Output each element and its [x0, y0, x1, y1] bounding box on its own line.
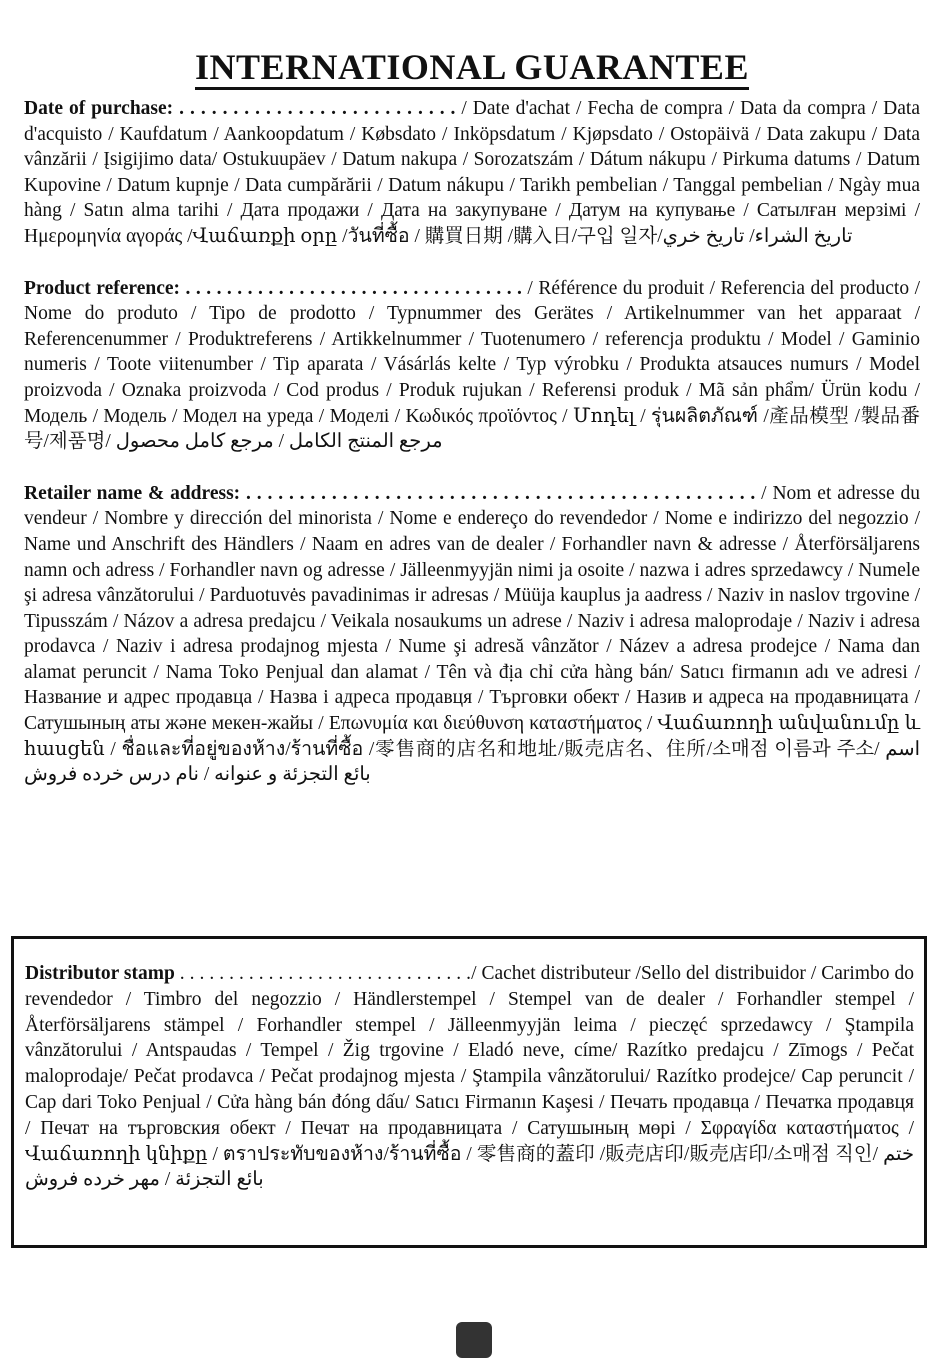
product-reference-translations: / Référence du produit / Referencia del producto / Nome do produto / Tipo de prodotto / Typnummer des Gerätes / Artikelnummer van het apparaat / Referencenummer / Produktreferens / Artikkelnummer / Tuotenumero / referencja produktu / Model / Gaminio numeris / Toote viitenumber / Tip aparata / Vásárlás kelte / Typ výrobku / Produkta atsauces numurs / Model proizvoda / Oznaka proizvoda / Cod produs / Produk rujukan / Referensi produk / Mã sản phẩm/ Ürün kodu / Модель / Модель / Модел на уреда / Моделі / Κωδικός προϊόντος / Մոդել / รุ่นผลิตภัณฑ์ /產品模型 /製品番号/제품명/ مرجع المنتج الكامل / مرجع كامل محصول — [24, 277, 920, 453]
product-reference-section — [24, 276, 920, 455]
page-title-text: INTERNATIONAL GUARANTEE — [195, 47, 749, 90]
guarantee-page — [24, 46, 920, 788]
purchase-date-section — [24, 96, 920, 250]
distributor-stamp-translations: / Cachet distributeur /Sello del distribuidor / Carimbo do revendedor / Timbro del negozzio / Händlerstempel / Stempel van de dealer / Forhandler stempel / Återförsäljarens stämpel / Forhandler stempel / Jälleenmyyjän leima / pieczęć sprzedawcy / Ştampila vânzătorului / Antspaudas / Tempel / Žig trgovine / Eladó neve, címe/ Razítko predajcu / Zīmogs / Pečat maloprodaje/ Pečat prodavca / Pečat prodajnog mjesta / Ştampila vânzătorului/ Razítko prodejce/ Cap peruncit / Cap dari Toko Penjual / Cửa hàng bán đóng dấu/ Satıcı Firmanın Kaşesi / Печать продавца / Печатка продавця / Печат на търговския обект / Печат на продавницата / Сатушының мөрі / Σφραγίδα καταστήματος / Վաճառողի կնիքը / ตราประทับของห้าง/ร้านที่ซื้อ / 零售商的蓋印 /販売店印/販売店印/소매점 직인/ ختم بائع التجزئة / مهر خرده فروش — [25, 963, 914, 1191]
page-number-tab — [456, 1322, 492, 1358]
product-reference-label: Product reference: . . . . . . . . . . . . . . . . . . . . . . . . . . . . . . . . . — [24, 277, 522, 299]
purchase-date-translations: / Date d'achat / Fecha de compra / Data da compra / Data d'acquisto / Kaufdatum / Aankoopdatum / Købsdato / Inköpsdatum / Kjøpsdato / Ostopäivä / Data zakupu / Data vânzării / Įsigijimo data/ Ostukuupäev / Datum nakupa / Sorozatszám / Dátum nákupu / Pirkuma datums / Datum Kupovine / Datum kupnje / Data cumpărării / Datum nákupu / Tarikh pembelian / Tanggal pembelian / Ngày mua hàng / Satın alma tarihi / Дата продажи / Дата на закупуване / Датум на купување / Сатылған мерзімі / Ημερομηνία αγοράς /Վաճառքի օրը /วันที่ซื้อ / 購買日期 /購入日/구입 일자/تاريخ الشراء/ تاريخ خري — [24, 98, 920, 247]
distributor-stamp-dots: . . . . . . . . . . . . . . . . . . . . . . . . . . . . . . — [174, 963, 472, 984]
page-title — [24, 46, 920, 88]
distributor-stamp-box — [11, 936, 927, 1248]
retailer-translations: / Nom et adresse du vendeur / Nombre y dirección del minorista / Nome e endereço do revendedor / Nome e indirizzo del negozzio / Name und Anschrift des Händlers / Naam en adres van de dealer / Forhandler navn & adresse / Återförsäljarens namn och adress / Forhandler navn og adresse / Jälleenmyyjän nimi ja osoite / nazwa i adres sprzedawcy / Numele şi adresa vânzătorului / Parduotuvės pavadinimas ir adresas / Müüja kauplus ja aadress / Naziv in naslov trgovine / Tipusszám / Názov a adresa predajcu / Veikala nosaukums un adrese / Naziv i adresa maloprodaje / Naziv i adresa prodavca / Naziv i adresa prodajnog mjesta / Nume şi adresă vânzător / Název a adresa prodejce / Nama dan alamat peruncit / Nama Toko Penjual dan alamat / Tên và địa chỉ cửa hàng bán/ Satıcı firmanın adı ve adresi / Название и адрес продавца / Назва і адреса продавця / Търговки обект / Назив и адреса на продавницата / Сатушының аты және мекен-жайы / Επωνυμία και διεύθυνση καταστήματος / Վաճառողի անվանումը և հասցեն / ชื่อและที่อยู่ของห้าง/ร้านที่ซื้อ /零售商的店名和地址/販売店名、住所/소매점 이름과 주소/ اسم بائع التجزئة و عنوانه / نام درس خرده فروش — [24, 482, 920, 786]
retailer-label: Retailer name & address: . . . . . . . . . . . . . . . . . . . . . . . . . . . . . . . . . . . . . . . . . . . . . . . . — [24, 482, 756, 504]
distributor-stamp-section — [25, 961, 914, 1193]
retailer-section — [24, 481, 920, 788]
distributor-stamp-label: Distributor stamp — [25, 963, 175, 984]
purchase-date-label: Date of purchase: . . . . . . . . . . . . . . . . . . . . . . . . . . — [24, 98, 456, 119]
